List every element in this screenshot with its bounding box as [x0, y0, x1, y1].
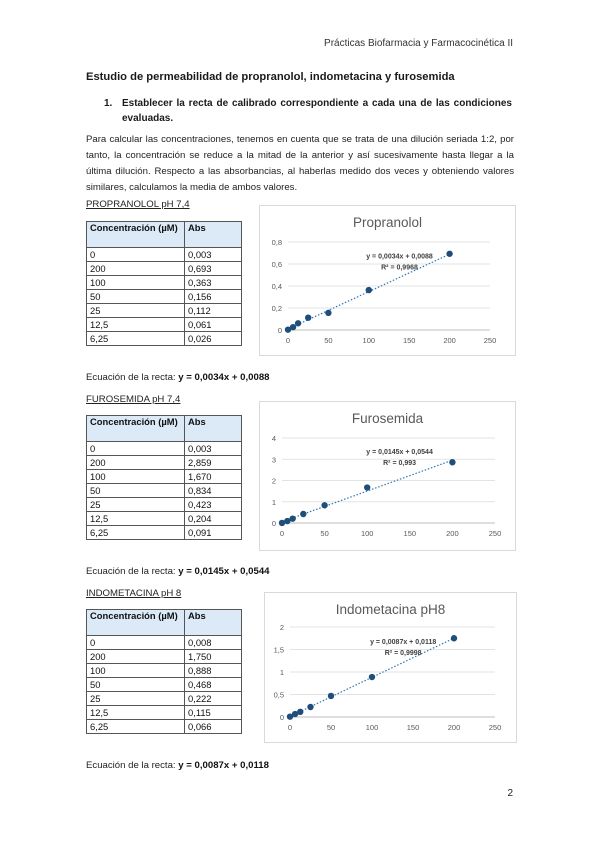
data-point [369, 674, 375, 680]
cell-concentration: 12,5 [87, 512, 185, 526]
y-tick-label: 2 [279, 623, 284, 632]
data-point [307, 704, 313, 710]
cell-abs: 0,112 [185, 304, 242, 318]
r-squared-label: R² = 0,993 [383, 460, 417, 468]
x-tick-label: 250 [488, 723, 502, 732]
section-label-propranolol: PROPRANOLOL pH 7,4 [86, 199, 190, 210]
data-point [325, 310, 331, 316]
list-number: 1. [104, 98, 113, 109]
table-row [87, 526, 242, 540]
cell-abs: 0,003 [185, 442, 242, 456]
equation-line-indometacina [86, 760, 269, 771]
cell-concentration: 6,25 [87, 526, 185, 540]
cell-concentration: 200 [87, 650, 185, 664]
table-row [87, 484, 242, 498]
data-point [290, 324, 296, 330]
cell-abs: 0,091 [185, 526, 242, 540]
data-table-propranolol [86, 221, 242, 346]
y-tick-label: 0,4 [271, 282, 282, 291]
chart-furosemida [260, 402, 515, 550]
table-row [87, 456, 242, 470]
y-tick-label: 0 [279, 713, 284, 722]
x-tick-label: 150 [402, 336, 416, 345]
equation-line-furosemida [86, 566, 270, 577]
table-row [87, 636, 242, 650]
cell-concentration: 50 [87, 678, 185, 692]
x-tick-label: 100 [365, 723, 379, 732]
header-concentration: Concentración (µM) [87, 610, 185, 636]
cell-abs: 0,061 [185, 318, 242, 332]
y-tick-label: 1 [279, 668, 284, 677]
trendline-equation: y = 0,0034x + 0,0088 [366, 253, 433, 261]
x-tick-label: 250 [488, 529, 502, 538]
data-point [321, 502, 327, 508]
trendline-equation: y = 0,0145x + 0,0544 [366, 449, 433, 457]
x-tick-label: 50 [320, 529, 329, 538]
y-tick-label: 3 [271, 455, 276, 465]
y-tick-label: 1,5 [273, 645, 284, 655]
y-tick-label: 0 [271, 519, 276, 528]
chart-container-propranolol [259, 205, 516, 356]
section-label-furosemida: FUROSEMIDA pH 7,4 [86, 394, 181, 405]
y-tick-label: 2 [271, 476, 276, 486]
table-row [87, 304, 242, 318]
cell-abs: 0,468 [185, 678, 242, 692]
x-tick-label: 200 [447, 723, 461, 732]
r-squared-label: R² = 0,9968 [381, 264, 418, 272]
data-point [295, 320, 301, 326]
document-title: Estudio de permeabilidad de propranolol, indometacina y furosemida [86, 71, 455, 83]
list-text: Establecer la recta de calibrado correspondiente a cada una de las condiciones evaluadas. [122, 98, 512, 124]
data-point [364, 484, 370, 490]
table-row [87, 498, 242, 512]
table-row [87, 706, 242, 720]
y-tick-label: 0 [277, 326, 282, 335]
x-tick-label: 0 [279, 529, 285, 538]
cell-abs: 1,750 [185, 650, 242, 664]
table-row [87, 678, 242, 692]
cell-concentration: 0 [87, 636, 185, 650]
data-point [305, 314, 311, 320]
cell-concentration: 50 [87, 484, 185, 498]
cell-concentration: 12,5 [87, 706, 185, 720]
trendline-equation: y = 0,0087x + 0,0118 [370, 639, 437, 647]
data-point [446, 251, 452, 257]
cell-concentration: 0 [87, 248, 185, 262]
x-tick-label: 150 [403, 529, 417, 538]
data-point [328, 693, 334, 699]
table-row [87, 664, 242, 678]
x-tick-label: 200 [446, 529, 459, 538]
header-abs: Abs [185, 610, 242, 636]
cell-abs: 0,222 [185, 692, 242, 706]
y-tick-label: 4 [271, 434, 276, 443]
y-tick-label: 1 [271, 497, 276, 507]
table-row [87, 720, 242, 734]
section-label-indometacina: INDOMETACINA pH 8 [86, 588, 182, 599]
data-point [451, 635, 457, 641]
equation-prefix: Ecuación de la recta: [86, 372, 179, 383]
table-row [87, 442, 242, 456]
cell-abs: 0,363 [185, 276, 242, 290]
x-tick-label: 150 [406, 723, 420, 732]
intro-paragraph: Para calcular las concentraciones, tenemos en cuenta que se trata de una dilución seriada 1:2, por tanto, la concentración se reduce a la mitad de la anterior y así sucesivamente hasta llegar a la última dilución. Respecto a las absorbancias, al haberlas medido dos veces y obteniendo valores similares, calculamos la media de ambos valores. [86, 134, 514, 193]
header-abs: Abs [185, 222, 242, 248]
cell-concentration: 25 [87, 304, 185, 318]
equation-prefix: Ecuación de la recta: [86, 760, 179, 771]
y-tick-label: 0,5 [273, 690, 284, 700]
table-row [87, 332, 242, 346]
cell-concentration: 100 [87, 664, 185, 678]
table-row [87, 276, 242, 290]
cell-abs: 0,003 [185, 248, 242, 262]
y-tick-label: 0,6 [271, 260, 282, 269]
equation-line-propranolol [86, 372, 270, 383]
chart-title: Furosemida [351, 411, 424, 426]
cell-concentration: 25 [87, 692, 185, 706]
cell-concentration: 0 [87, 442, 185, 456]
equation-value: y = 0,0034x + 0,0088 [178, 372, 270, 383]
equation-value: y = 0,0145x + 0,0544 [178, 566, 270, 577]
table-row [87, 318, 242, 332]
data-point [366, 287, 372, 293]
x-tick-label: 100 [360, 529, 374, 538]
data-table-indometacina [86, 609, 242, 734]
cell-abs: 0,204 [185, 512, 242, 526]
data-table-furosemida [86, 415, 242, 540]
table-row [87, 290, 242, 304]
chart-title: Indometacina pH8 [335, 602, 446, 617]
cell-concentration: 200 [87, 456, 185, 470]
data-point [449, 459, 455, 465]
cell-concentration: 50 [87, 290, 185, 304]
r-squared-label: R² = 0,9998 [384, 650, 422, 658]
y-tick-label: 0,8 [271, 238, 282, 247]
page-header: Prácticas Biofarmacia y Farmacocinética II [324, 38, 513, 49]
cell-abs: 0,115 [185, 706, 242, 720]
x-tick-label: 50 [324, 336, 333, 345]
x-tick-label: 250 [483, 336, 497, 345]
table-row [87, 470, 242, 484]
cell-abs: 0,693 [185, 262, 242, 276]
table-row [87, 692, 242, 706]
cell-abs: 1,670 [185, 470, 242, 484]
equation-prefix: Ecuación de la recta: [86, 566, 179, 577]
cell-concentration: 6,25 [87, 720, 185, 734]
cell-abs: 0,156 [185, 290, 242, 304]
cell-concentration: 100 [87, 276, 185, 290]
chart-title: Propranolol [352, 215, 423, 230]
equation-value: y = 0,0087x + 0,0118 [178, 760, 269, 771]
cell-concentration: 12,5 [87, 318, 185, 332]
chart-propranolol [260, 206, 515, 355]
data-point [297, 709, 303, 715]
cell-concentration: 25 [87, 498, 185, 512]
cell-abs: 0,888 [185, 664, 242, 678]
header-concentration: Concentración (µM) [87, 416, 185, 442]
chart-container-indometacina [264, 592, 517, 743]
cell-abs: 2,859 [185, 456, 242, 470]
table-row [87, 512, 242, 526]
x-tick-label: 100 [362, 336, 376, 345]
table-row [87, 248, 242, 262]
cell-abs: 0,026 [185, 332, 242, 346]
cell-concentration: 200 [87, 262, 185, 276]
header-abs: Abs [185, 416, 242, 442]
cell-abs: 0,008 [185, 636, 242, 650]
cell-abs: 0,423 [185, 498, 242, 512]
x-tick-label: 50 [326, 723, 336, 732]
cell-abs: 0,834 [185, 484, 242, 498]
x-tick-label: 0 [285, 336, 291, 345]
page-number: 2 [507, 788, 513, 799]
table-row [87, 650, 242, 664]
table-row [87, 262, 242, 276]
trendline [282, 460, 452, 522]
numbered-list-item [104, 96, 512, 126]
header-concentration: Concentración (µM) [87, 222, 185, 248]
y-tick-label: 0,2 [271, 304, 282, 313]
x-tick-label: 0 [287, 723, 293, 732]
chart-container-furosemida [259, 401, 516, 551]
data-point [300, 511, 306, 517]
cell-abs: 0,066 [185, 720, 242, 734]
chart-indometacina [265, 593, 516, 742]
data-point [289, 515, 295, 521]
cell-concentration: 6,25 [87, 332, 185, 346]
x-tick-label: 200 [443, 336, 456, 345]
cell-concentration: 100 [87, 470, 185, 484]
